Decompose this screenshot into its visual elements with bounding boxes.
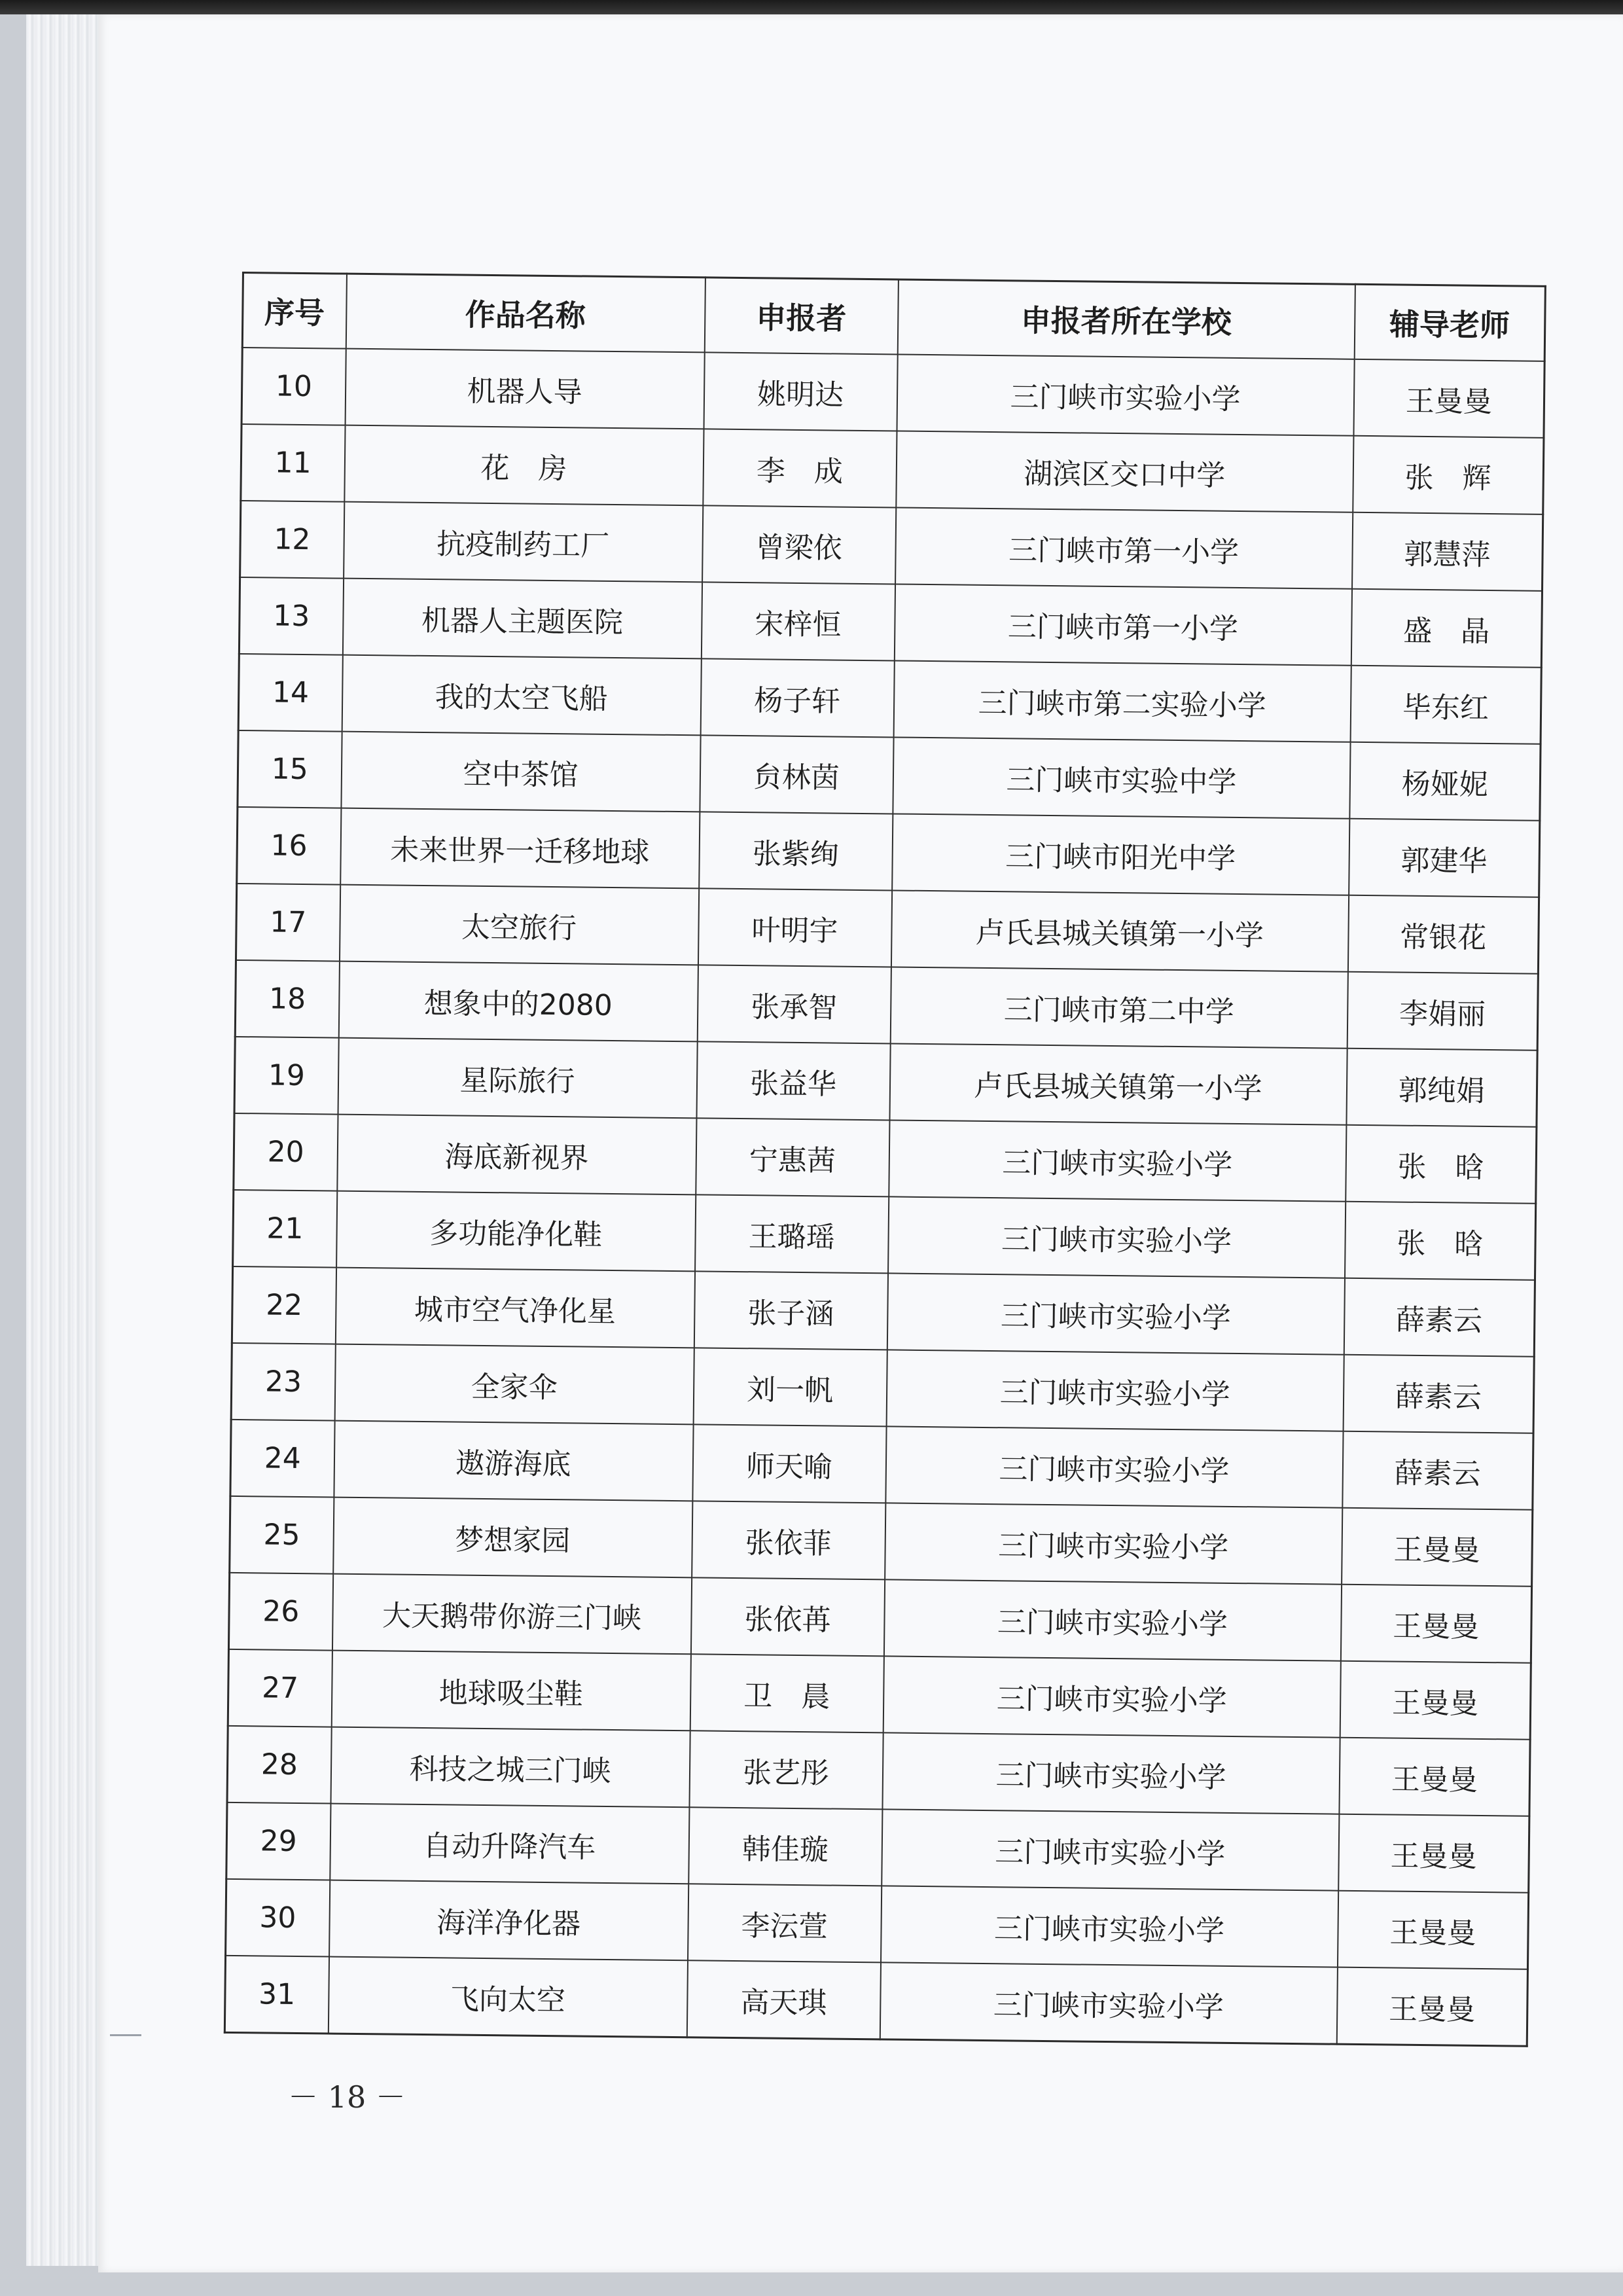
table-row	[238, 730, 1541, 821]
work-title-cell: 机器人导	[345, 349, 704, 429]
table-row	[239, 577, 1542, 668]
school-cell: 三门峡市实验小学	[889, 1120, 1346, 1201]
table-row	[228, 1573, 1531, 1663]
serial-number-cell: 15	[238, 730, 342, 808]
table-row	[233, 1190, 1536, 1280]
school-cell: 三门峡市实验小学	[888, 1196, 1346, 1278]
advisor-cell: 薛素云	[1343, 1355, 1534, 1433]
applicant-cell: 宋梓恒	[701, 582, 895, 660]
table-row	[226, 1803, 1529, 1893]
advisor-cell: 毕东红	[1350, 666, 1541, 744]
work-title-cell: 抗疫制药工厂	[344, 502, 703, 583]
serial-number-cell: 22	[232, 1266, 336, 1344]
margin-mark	[110, 2034, 141, 2036]
advisor-cell: 王曼曼	[1353, 359, 1544, 438]
serial-number-cell: 27	[228, 1649, 332, 1727]
serial-number-cell: 24	[230, 1420, 334, 1498]
work-title-cell: 海底新视界	[337, 1115, 696, 1195]
serial-number-cell: 18	[235, 960, 339, 1038]
work-title-cell: 未来世界一迁移地球	[340, 808, 700, 889]
serial-number-cell: 11	[241, 424, 345, 502]
school-cell: 三门峡市实验小学	[883, 1579, 1341, 1660]
advisor-cell: 郭建华	[1349, 819, 1540, 897]
table-row	[236, 884, 1539, 974]
advisor-cell: 王曼曼	[1340, 1585, 1531, 1663]
applicant-cell: 姚明达	[704, 352, 897, 431]
serial-number-cell: 13	[239, 577, 343, 655]
serial-number-cell: 14	[238, 654, 342, 732]
serial-number-cell: 23	[231, 1343, 335, 1421]
serial-number-cell: 30	[226, 1879, 330, 1957]
serial-number-cell: 20	[234, 1113, 338, 1191]
applicant-cell: 李沄萱	[688, 1884, 882, 1962]
work-title-cell: 地球吸尘鞋	[331, 1651, 690, 1731]
applicant-cell: 卫 晨	[690, 1654, 883, 1732]
work-title-cell: 飞向太空	[328, 1957, 687, 2037]
school-cell: 三门峡市第一小学	[894, 584, 1351, 665]
work-title-cell: 科技之城三门峡	[330, 1727, 690, 1808]
serial-number-cell: 28	[227, 1726, 331, 1804]
work-title-cell: 机器人主题医院	[342, 579, 702, 659]
table-row	[224, 1956, 1527, 2046]
table-row	[240, 501, 1543, 591]
serial-number-cell: 12	[240, 501, 344, 579]
applicant-cell: 杨子轩	[700, 658, 894, 737]
school-cell: 三门峡市第二中学	[890, 967, 1347, 1048]
table-body	[224, 348, 1544, 2046]
work-title-cell: 空中茶馆	[341, 732, 700, 812]
header-work-title: 作品名称	[346, 274, 705, 352]
applicant-cell: 师天喻	[692, 1424, 886, 1503]
school-cell: 三门峡市第二实验小学	[893, 660, 1351, 742]
applicant-cell: 张承智	[697, 965, 891, 1043]
school-cell: 三门峡市第一小学	[895, 507, 1353, 588]
advisor-cell: 王曼曼	[1336, 1967, 1527, 2047]
applicant-cell: 宁惠茜	[696, 1118, 889, 1196]
serial-number-cell: 21	[233, 1190, 337, 1268]
school-cell: 三门峡市阳光中学	[892, 814, 1349, 895]
applicant-cell: 李 成	[703, 429, 897, 507]
advisor-cell: 王曼曼	[1342, 1508, 1533, 1587]
advisor-cell: 郭纯娟	[1346, 1049, 1537, 1127]
header-school: 申报者所在学校	[897, 279, 1355, 359]
page-number: － 18 －	[288, 2079, 406, 2115]
table-row	[228, 1649, 1531, 1740]
header-serial-number: 序号	[242, 273, 346, 349]
serial-number-cell: 17	[236, 884, 340, 961]
award-list-table	[224, 272, 1546, 2047]
work-title-cell: 海洋净化器	[329, 1880, 688, 1961]
applicant-cell: 曾梁依	[702, 505, 896, 584]
advisor-cell: 薛素云	[1344, 1278, 1535, 1357]
school-cell: 三门峡市实验小学	[883, 1656, 1340, 1737]
serial-number-cell: 26	[228, 1573, 332, 1651]
advisor-cell: 王曼曼	[1338, 1814, 1529, 1893]
serial-number-cell: 19	[234, 1037, 338, 1115]
header-applicant: 申报者	[704, 278, 898, 355]
serial-number-cell: 31	[224, 1956, 329, 2034]
table-row	[241, 424, 1544, 514]
table-row	[237, 807, 1540, 897]
applicant-cell: 贠林茵	[700, 735, 893, 814]
header-row	[242, 273, 1545, 361]
school-cell: 三门峡市实验小学	[897, 354, 1354, 435]
table-row	[241, 348, 1544, 438]
school-cell: 湖滨区交口中学	[896, 431, 1353, 512]
applicant-cell: 叶明宇	[698, 888, 891, 967]
advisor-cell: 郭慧萍	[1352, 512, 1543, 591]
school-cell: 卢氏县城关镇第一小学	[891, 890, 1348, 971]
table-row	[227, 1726, 1530, 1816]
work-title-cell: 自动升降汽车	[330, 1804, 689, 1884]
work-title-cell: 星际旅行	[338, 1038, 697, 1119]
work-title-cell: 城市空气净化星	[335, 1268, 694, 1348]
header-advisor: 辅导老师	[1354, 284, 1545, 361]
work-title-cell: 太空旅行	[339, 885, 698, 965]
work-title-cell: 梦想家园	[333, 1498, 692, 1578]
applicant-cell: 张依苒	[690, 1577, 884, 1656]
serial-number-cell: 29	[226, 1803, 330, 1880]
advisor-cell: 张 辉	[1353, 436, 1544, 514]
applicant-cell: 高天琪	[687, 1960, 880, 2039]
work-title-cell: 多功能净化鞋	[336, 1191, 696, 1272]
advisor-cell: 杨娅妮	[1349, 742, 1541, 821]
table-row	[234, 1037, 1537, 1127]
advisor-cell: 王曼曼	[1337, 1891, 1528, 1969]
page-stack-edge	[26, 14, 98, 2266]
table-row	[231, 1343, 1534, 1433]
school-cell: 卢氏县城关镇第一小学	[889, 1043, 1347, 1124]
school-cell: 三门峡市实验小学	[882, 1809, 1339, 1890]
work-title-cell: 我的太空飞船	[342, 655, 701, 736]
applicant-cell: 王璐瑶	[695, 1194, 889, 1273]
school-cell: 三门峡市实验小学	[885, 1503, 1342, 1584]
school-cell: 三门峡市实验小学	[886, 1350, 1344, 1431]
table-header	[242, 273, 1545, 361]
table-row	[232, 1266, 1535, 1357]
school-cell: 三门峡市实验小学	[881, 1886, 1338, 1967]
applicant-cell: 张紫绚	[699, 812, 893, 890]
advisor-cell: 盛 晶	[1351, 589, 1542, 668]
advisor-cell: 常银花	[1347, 895, 1539, 974]
table-row	[230, 1496, 1533, 1587]
advisor-cell: 王曼曼	[1339, 1738, 1530, 1816]
advisor-cell: 王曼曼	[1340, 1661, 1531, 1740]
work-title-cell: 全家伞	[334, 1344, 694, 1425]
work-title-cell: 遨游海底	[334, 1421, 693, 1501]
school-cell: 三门峡市实验中学	[893, 737, 1350, 818]
school-cell: 三门峡市实验小学	[887, 1273, 1344, 1354]
table-row	[235, 960, 1538, 1050]
serial-number-cell: 25	[230, 1496, 334, 1574]
scan-edge-top	[0, 0, 1623, 14]
applicant-cell: 张艺彤	[689, 1731, 883, 1809]
serial-number-cell: 16	[237, 807, 341, 885]
work-title-cell: 大天鹅带你游三门峡	[332, 1574, 691, 1655]
advisor-cell: 张 晗	[1344, 1202, 1535, 1280]
advisor-cell: 薛素云	[1342, 1431, 1533, 1510]
applicant-cell: 韩佳璇	[688, 1807, 882, 1886]
serial-number-cell: 10	[241, 348, 346, 425]
advisor-cell: 张 晗	[1346, 1125, 1537, 1204]
table-row	[230, 1420, 1533, 1510]
applicant-cell: 刘一帆	[693, 1348, 887, 1426]
school-cell: 三门峡市实验小学	[885, 1426, 1343, 1507]
table-row	[234, 1113, 1537, 1204]
applicant-cell: 张子涵	[694, 1271, 887, 1350]
work-title-cell: 想象中的2080	[338, 961, 698, 1042]
school-cell: 三门峡市实验小学	[882, 1732, 1340, 1814]
table-row	[238, 654, 1541, 744]
advisor-cell: 李娟丽	[1347, 972, 1538, 1050]
work-title-cell: 花 房	[344, 425, 704, 506]
school-cell: 三门峡市实验小学	[880, 1962, 1337, 2044]
table-row	[226, 1879, 1529, 1969]
applicant-cell: 张依菲	[692, 1501, 885, 1579]
applicant-cell: 张益华	[696, 1041, 890, 1120]
